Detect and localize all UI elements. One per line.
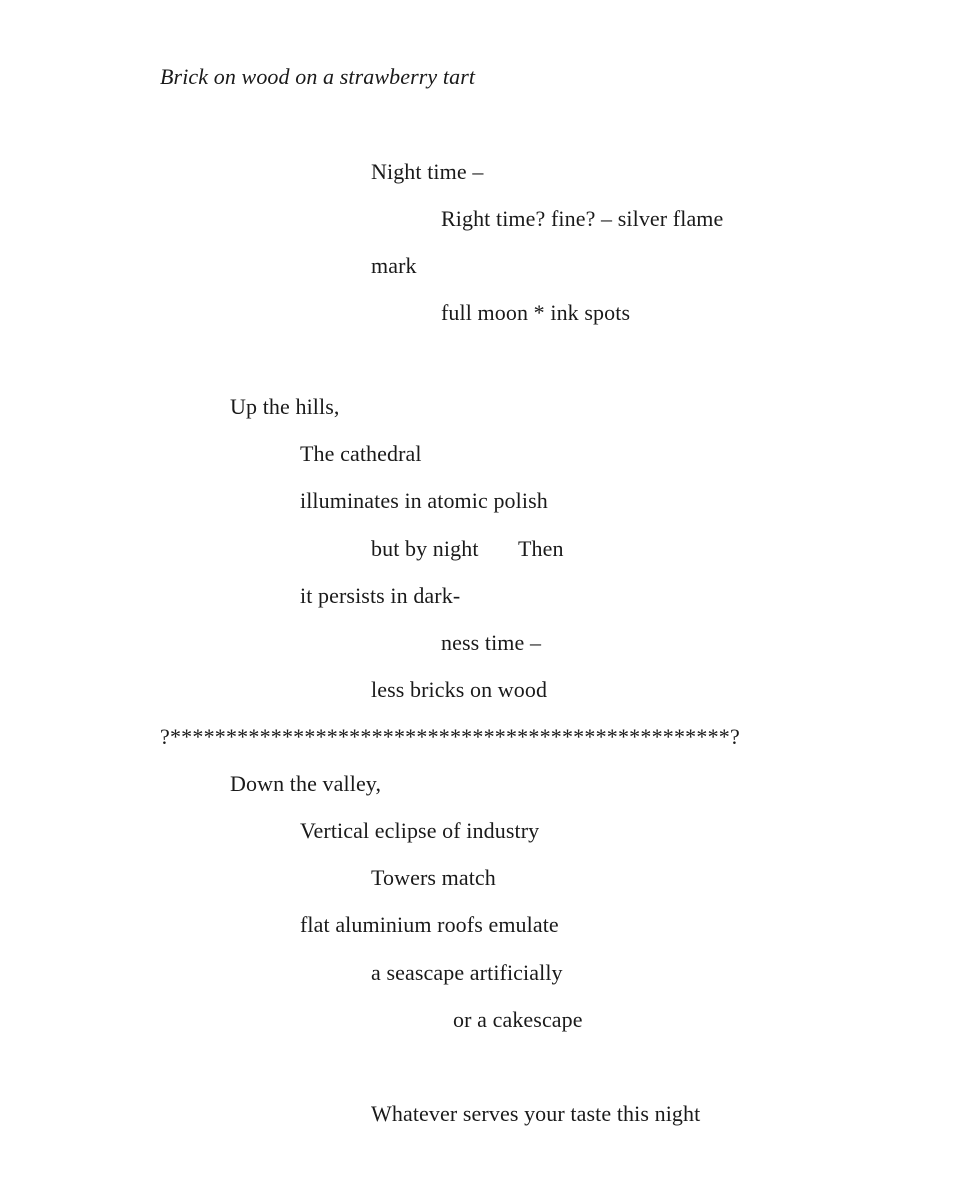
poem-line: but by night [371, 536, 479, 561]
poem-line: Then [518, 536, 564, 561]
poem-line: mark [371, 253, 417, 278]
poem-line: Towers match [371, 865, 496, 890]
poem-line: Down the valley, [230, 771, 382, 796]
poem-line: Right time? fine? – silver flame [441, 206, 724, 231]
poem-line: The cathedral [300, 441, 422, 466]
poem-line: less bricks on wood [371, 677, 548, 702]
poem-line: a seascape artificially [371, 960, 563, 985]
poem-line: flat aluminium roofs emulate [300, 912, 559, 937]
poem-line: Vertical eclipse of industry [300, 818, 540, 843]
section-divider: ?**************************************************? [160, 724, 740, 749]
poem-line: Night time – [371, 159, 484, 184]
poem-line: illuminates in atomic polish [300, 488, 548, 513]
poem-line: it persists in dark- [300, 583, 461, 608]
poem-closing-line: Whatever serves your taste this night [371, 1101, 701, 1126]
poem-line: full moon * ink spots [441, 300, 631, 325]
poem-line: Up the hills, [230, 394, 340, 419]
poem-line: or a cakescape [453, 1007, 583, 1032]
poem-line: ness time – [441, 630, 542, 655]
poem-title: Brick on wood on a strawberry tart [160, 64, 476, 89]
